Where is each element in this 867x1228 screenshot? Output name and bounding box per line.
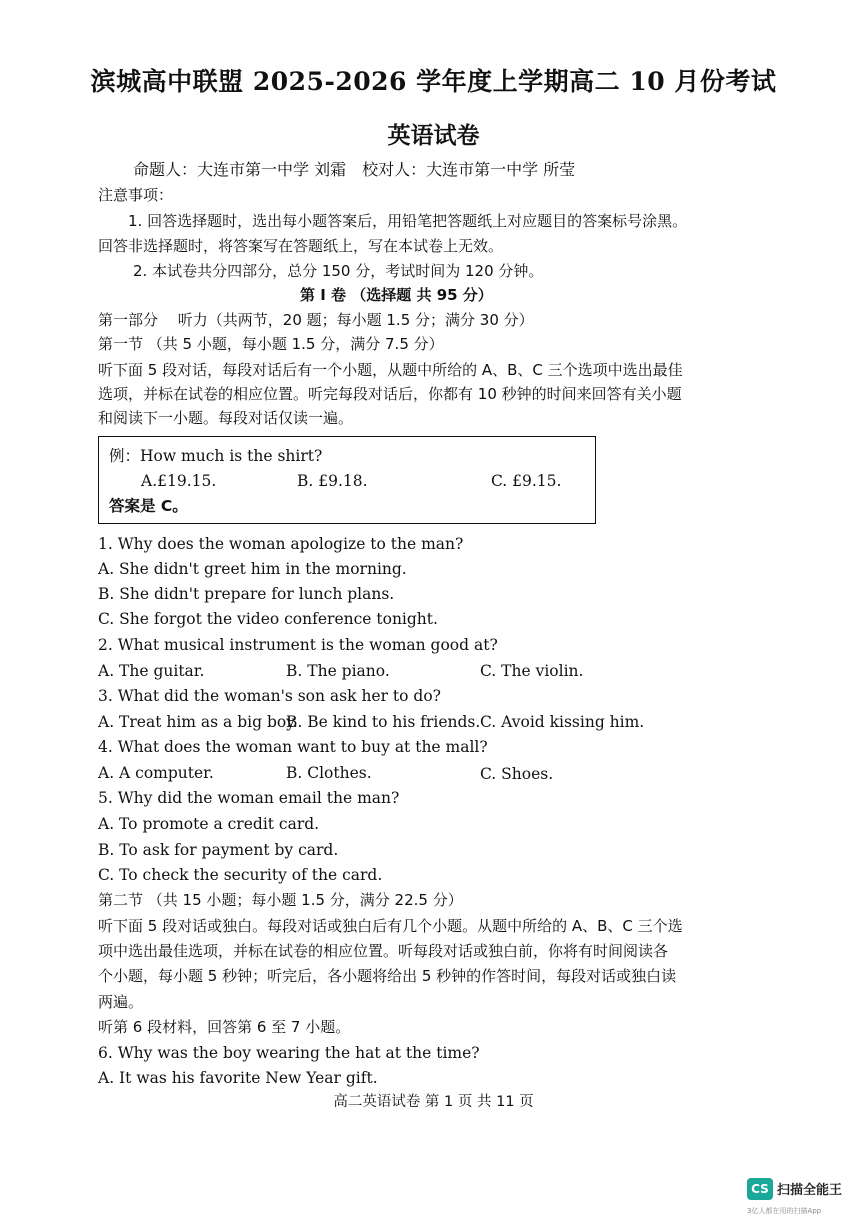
question-2-stem: 2. What musical instrument is the woman good at? — [98, 636, 498, 654]
question-4-option-c: C. Shoes. — [480, 765, 554, 783]
scanner-watermark — [745, 1176, 863, 1222]
material-6-heading: 听第 6 段材料，回答第 6 至 7 小题。 — [98, 1018, 351, 1036]
question-5-option-b: B. To ask for payment by card. — [98, 841, 339, 859]
part1-heading: 第一部分 听力（共两节，20 题；每小题 1.5 分；满分 30 分） — [98, 311, 534, 329]
example-box — [98, 436, 596, 524]
scanner-app-name: 扫描全能王 — [777, 1183, 843, 1198]
question-3-stem: 3. What did the woman's son ask her to do? — [98, 687, 441, 705]
question-1-option-b: B. She didn't prepare for lunch plans. — [98, 585, 395, 603]
camscanner-logo-icon: CS — [747, 1178, 773, 1200]
question-6-option-a: A. It was his favorite New Year gift. — [98, 1069, 378, 1087]
volume-heading: 第 I 卷 （选择题 共 95 分） — [300, 286, 493, 304]
authors-line: 命题人：大连市第一中学 刘霜 校对人：大连市第一中学 所莹 — [133, 160, 576, 179]
question-4-option-b: B. Clothes. — [286, 764, 372, 782]
example-option-c: C. £9.15. — [491, 472, 562, 490]
question-3-option-a: A. Treat him as a big boy. — [98, 713, 298, 731]
notes-item1-line1: 1. 回答选择题时，选出每小题答案后，用铅笔把答题纸上对应题目的答案标号涂黑。 — [128, 212, 688, 230]
question-3-option-c: C. Avoid kissing him. — [480, 713, 645, 731]
section1-instructions-line2: 选项，并标在试卷的相应位置。听完每段对话后，你都有 10 秒钟的时间来回答有关小题 — [98, 385, 682, 403]
section2-instructions-line4: 两遍。 — [98, 993, 144, 1011]
question-5-stem: 5. Why did the woman email the man? — [98, 789, 400, 807]
section2-instructions-line2: 项中选出最佳选项，并标在试卷的相应位置。听每段对话或独白前，你将有时间阅读各 — [98, 942, 669, 960]
page-footer: 高二英语试卷 第 1 页 共 11 页 — [333, 1094, 534, 1110]
question-1-option-c: C. She forgot the video conference tonight. — [98, 610, 438, 628]
question-5-option-a: A. To promote a credit card. — [98, 815, 320, 833]
section1-instructions-line3: 和阅读下一小题。每段对话仅读一遍。 — [98, 409, 354, 427]
exam-title: 滨城高中联盟 2025-2026 学年度上学期高二 10 月份考试 — [90, 67, 777, 96]
scanner-tagline: 3亿人都在用的扫描App — [747, 1207, 822, 1215]
example-answer: 答案是 C。 — [109, 497, 188, 515]
section2-instructions-line1: 听下面 5 段对话或独白。每段对话或独白后有几个小题。从题中所给的 A、B、C 三个选 — [98, 917, 683, 935]
example-question: 例：How much is the shirt? — [109, 447, 323, 465]
notes-item2: 2. 本试卷共分四部分，总分 150 分，考试时间为 120 分钟。 — [133, 262, 544, 280]
question-1-stem: 1. Why does the woman apologize to the man? — [98, 535, 464, 553]
section2-instructions-line3: 个小题，每小题 5 秒钟；听完后，各小题将给出 5 秒钟的作答时间，每段对话或独白读 — [98, 967, 677, 985]
question-5-option-c: C. To check the security of the card. — [98, 866, 383, 884]
section1-instructions-line1: 听下面 5 段对话，每段对话后有一个小题，从题中所给的 A、B、C 三个选项中选出最佳 — [98, 361, 683, 379]
notes-heading: 注意事项： — [98, 186, 174, 204]
exam-subtitle: 英语试卷 — [387, 122, 480, 149]
question-3-option-b: B. Be kind to his friends. — [286, 713, 481, 731]
example-option-a: A.£19.15. — [141, 472, 217, 490]
question-4-stem: 4. What does the woman want to buy at the mall? — [98, 738, 488, 756]
question-2-option-a: A. The guitar. — [98, 662, 205, 680]
question-2-option-b: B. The piano. — [286, 662, 390, 680]
question-2-option-c: C. The violin. — [480, 662, 584, 680]
section2-heading: 第二节 （共 15 小题；每小题 1.5 分，满分 22.5 分） — [98, 891, 463, 909]
question-1-option-a: A. She didn't greet him in the morning. — [98, 560, 407, 578]
question-6-stem: 6. Why was the boy wearing the hat at the time? — [98, 1044, 480, 1062]
example-option-b: B. £9.18. — [297, 472, 368, 490]
question-4-option-a: A. A computer. — [98, 764, 214, 782]
notes-item1-line2: 回答非选择题时，将答案写在答题纸上，写在本试卷上无效。 — [98, 237, 504, 255]
section1-heading: 第一节 （共 5 小题，每小题 1.5 分，满分 7.5 分） — [98, 335, 444, 353]
